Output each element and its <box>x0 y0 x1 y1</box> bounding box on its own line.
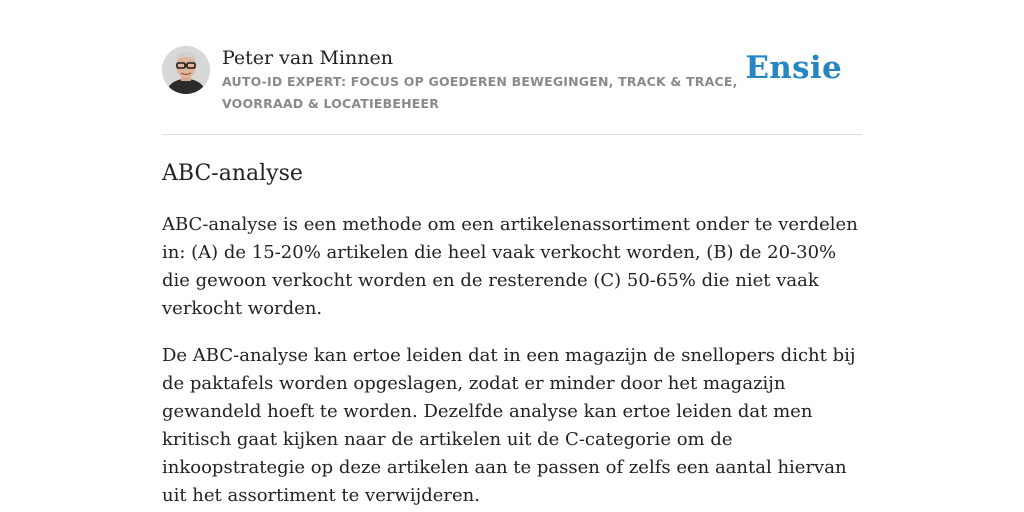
ensie-logo[interactable]: Ensie <box>745 50 842 86</box>
definition-card <box>162 46 862 510</box>
author-info <box>222 46 742 115</box>
article-title: ABC-analyse <box>162 161 303 186</box>
author-name[interactable]: Peter van Minnen <box>222 47 393 69</box>
author-header <box>162 46 862 135</box>
avatar-icon <box>162 46 210 94</box>
author-role: AUTO-ID EXPERT: FOCUS OP GOEDEREN BEWEGINGEN, TRACK & TRACE, VOORRAAD & LOCATIEBEHEER <box>222 74 738 111</box>
article-paragraph-2: De ABC-analyse kan ertoe leiden dat in een magazijn de snellopers dicht bij de paktafels worden opgeslagen, zodat er minder door het magazijn gewandeld hoeft te worden. Dezelfde analyse kan ertoe leiden dat men kritisch gaat kijken naar de artikelen uit de C-categorie om de inkoopstrategie op deze artikelen aan te passen of zelfs een aantal hiervan uit het assortiment te verwijderen. <box>162 345 856 506</box>
author-avatar[interactable] <box>162 46 210 94</box>
article-paragraph-1: ABC-analyse is een methode om een artikelenassortiment onder te verdelen in: (A) de 15-20% artikelen die heel vaak verkocht worden, (B) de 20-30% die gewoon verkocht worden en de resterende (C) 50-65% die niet vaak verkocht worden. <box>162 214 858 319</box>
